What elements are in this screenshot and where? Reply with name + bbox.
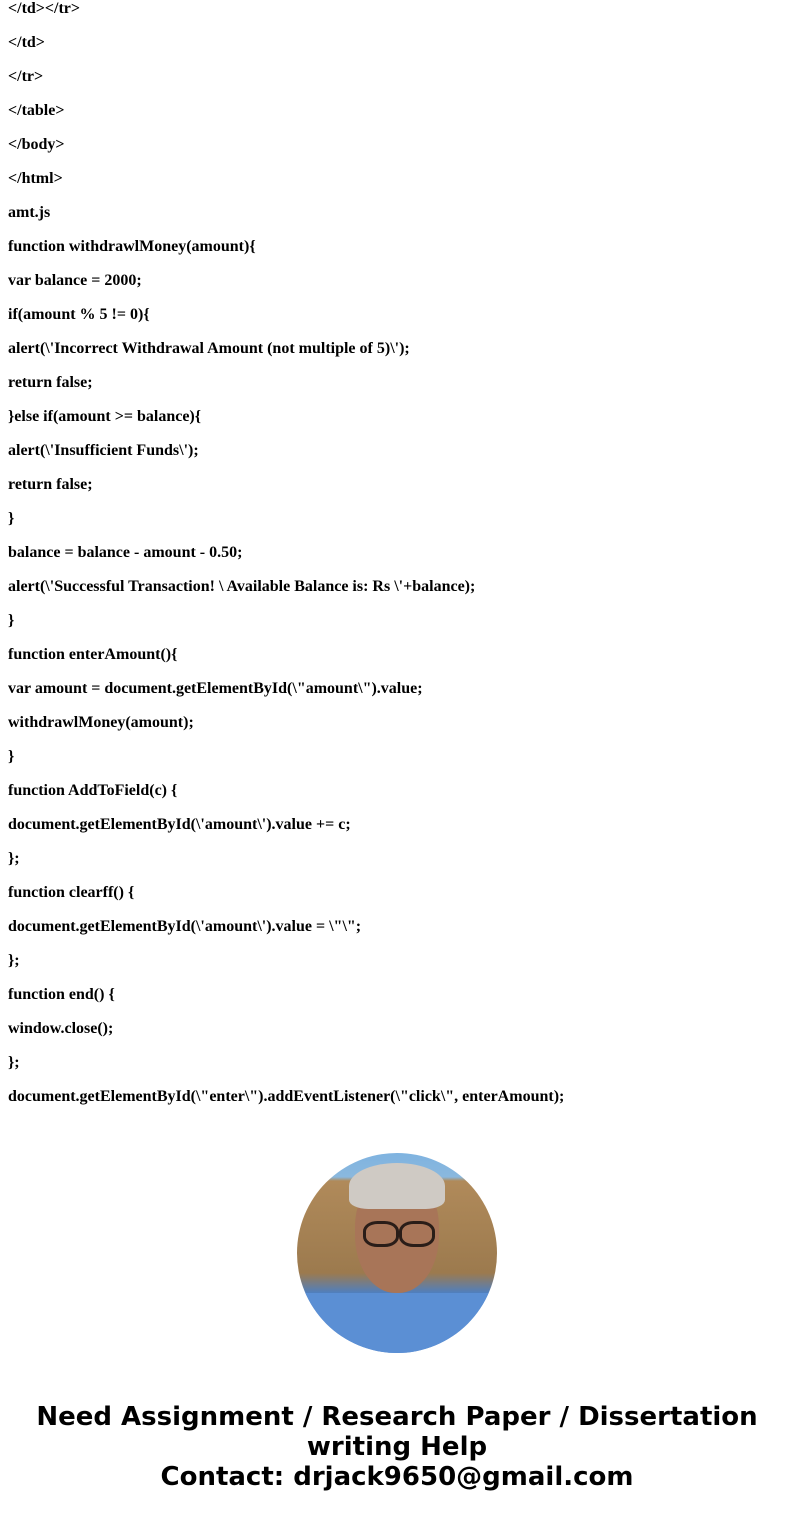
footer-line-1: Need Assignment / Research Paper / Dissertation	[36, 1402, 758, 1432]
code-line: </body>	[8, 136, 65, 153]
code-line: return false;	[8, 374, 93, 391]
code-line: var balance = 2000;	[8, 272, 142, 289]
code-line: }else if(amount >= balance){	[8, 408, 202, 425]
code-line: }	[8, 612, 15, 629]
code-listing	[8, 0, 564, 1114]
footer-contact[interactable]: Contact: drjack9650@gmail.com	[160, 1462, 634, 1492]
author-avatar	[297, 1153, 497, 1353]
code-line: };	[8, 1054, 20, 1071]
code-line: amt.js	[8, 204, 51, 221]
code-line: window.close();	[8, 1020, 114, 1037]
code-line: alert(\'Successful Transaction! \ Available Balance is: Rs \'+balance);	[8, 578, 476, 595]
code-line: function clearff() {	[8, 884, 135, 901]
code-line: function enterAmount(){	[8, 646, 178, 663]
code-line: return false;	[8, 476, 93, 493]
code-line: </td>	[8, 34, 45, 51]
code-line: alert(\'Insufficient Funds\');	[8, 442, 199, 459]
code-line: };	[8, 850, 20, 867]
glasses-icon	[363, 1221, 399, 1247]
code-line: balance = balance - amount - 0.50;	[8, 544, 243, 561]
code-line: </td></tr>	[8, 0, 81, 17]
code-line: document.getElementById(\"enter\").addEventListener(\"click\", enterAmount);	[8, 1088, 565, 1105]
code-line: var amount = document.getElementById(\"amount\").value;	[8, 680, 423, 697]
code-line: alert(\'Incorrect Withdrawal Amount (not multiple of 5)\');	[8, 340, 410, 357]
avatar-hair	[349, 1163, 445, 1209]
glasses-icon	[399, 1221, 435, 1247]
code-line: if(amount % 5 != 0){	[8, 306, 150, 323]
code-line: function AddToField(c) {	[8, 782, 178, 799]
code-line: };	[8, 952, 20, 969]
code-line: </table>	[8, 102, 65, 119]
avatar-shirt	[297, 1293, 497, 1353]
code-line: }	[8, 748, 15, 765]
code-line: document.getElementById(\'amount\').value += c;	[8, 816, 351, 833]
footer-line-2: writing Help	[306, 1432, 488, 1462]
code-line: withdrawlMoney(amount);	[8, 714, 194, 731]
code-line: function withdrawlMoney(amount){	[8, 238, 256, 255]
code-line: </tr>	[8, 68, 44, 85]
code-line: document.getElementById(\'amount\').value = \"\";	[8, 918, 362, 935]
contact-banner	[0, 1402, 794, 1492]
code-line: function end() {	[8, 986, 115, 1003]
code-line: </html>	[8, 170, 63, 187]
code-line: }	[8, 510, 15, 527]
